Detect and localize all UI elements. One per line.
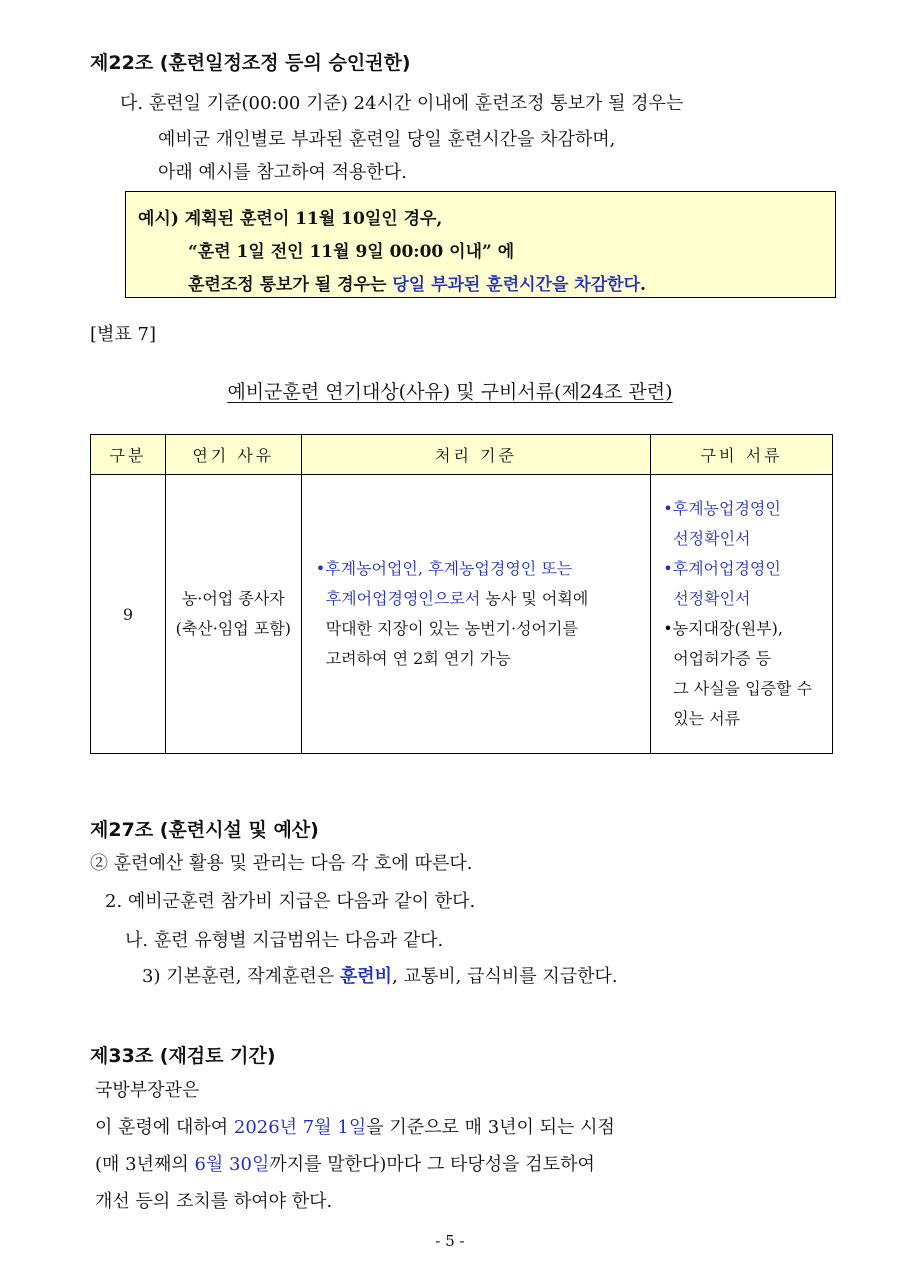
cell-reason	[165, 475, 301, 754]
article-22-line-2: 예비군 개인별로 부과된 훈련일 당일 훈련시간을 차감하며,	[158, 129, 616, 150]
docs-item-3	[663, 614, 831, 644]
bullet-icon: •	[663, 499, 673, 518]
article-27-heading: 제27조 (훈련시설 및 예산)	[90, 819, 319, 841]
article-27-line-4	[142, 962, 618, 988]
article-33-heading: 제33조 (재검토 기간)	[90, 1045, 276, 1067]
example-line-2: “훈련 1일 전인 11월 9일 00:00 이내” 에	[188, 242, 515, 262]
page-number: - 5 -	[435, 1232, 465, 1250]
example-line-3-end: .	[640, 275, 646, 295]
header-criteria: 처리 기준	[301, 435, 650, 475]
criteria-line-1	[316, 554, 649, 584]
article-33-line-3-b: 까지를 말한다)마다 그 타당성을 검토하여	[269, 1154, 595, 1175]
article-27-line-4-end: , 교통비, 급식비를 지급한다.	[392, 966, 618, 987]
cell-documents	[651, 475, 833, 754]
article-33-date-1: 2026년 7월 1일	[233, 1117, 367, 1138]
criteria-line-3: 막대한 지장이 있는 농번기·성어기를	[325, 619, 578, 638]
article-27-line-3: 나. 훈련 유형별 지급범위는 다음과 같다.	[125, 930, 444, 951]
bullet-icon: •	[663, 619, 673, 638]
criteria-emphasis-1: 후계농어업인, 후계농업경영인 또는	[325, 559, 573, 578]
annex-label: [별표 7]	[90, 324, 156, 345]
criteria-plain-2: 농사 및 어획에	[480, 589, 589, 608]
docs-item-3-line-4: 있는 서류	[673, 709, 741, 728]
docs-item-3-line-3: 그 사실을 입증할 수	[673, 679, 813, 698]
article-33-line-1: 국방부장관은	[95, 1080, 200, 1101]
example-line-3-emphasis: 당일 부과된 훈련시간을 차감한다	[392, 275, 640, 295]
table-row	[91, 475, 833, 754]
reason-line-1: 농·어업 종사자	[181, 589, 285, 608]
docs-item-3-line-2: 어업허가증 등	[673, 649, 772, 668]
example-line-3-plain: 훈련조정 통보가 될 경우는	[188, 275, 393, 295]
example-line-3	[188, 270, 646, 295]
bullet-icon: •	[315, 559, 326, 578]
criteria-line-4: 고려하여 연 2회 연기 가능	[325, 649, 511, 668]
reason-line-2: (축산·임업 포함)	[175, 619, 292, 638]
article-27-emphasis: 훈련비	[339, 966, 393, 987]
article-22-line-1: 다. 훈련일 기준(00:00 기준) 24시간 이내에 훈련조정 통보가 될 경우는	[120, 93, 684, 114]
article-33-line-3-a: (매 3년째의	[95, 1154, 195, 1175]
docs-item-1-title: 후계농업경영인	[672, 499, 781, 518]
docs-item-2-sub: 선정확인서	[673, 589, 751, 608]
article-27-line-1: ② 훈련예산 활용 및 관리는 다음 각 호에 따른다.	[90, 853, 473, 874]
article-33-date-2: 6월 30일	[194, 1154, 270, 1175]
article-33-line-2-a: 이 훈령에 대하여	[95, 1117, 234, 1138]
article-27-line-4-plain: 3) 기본훈련, 작계훈련은	[142, 966, 340, 987]
article-33-line-2-b: 을 기준으로 매 3년이 되는 시점	[366, 1117, 615, 1138]
docs-item-1	[663, 494, 831, 524]
article-22-line-3: 아래 예시를 참고하여 적용한다.	[158, 162, 407, 183]
cell-number: 9	[91, 475, 166, 754]
docs-item-3-title: 농지대장(원부),	[672, 619, 783, 638]
article-33-line-4: 개선 등의 조치를 하여야 한다.	[95, 1191, 333, 1212]
bullet-icon: •	[663, 559, 673, 578]
header-documents: 구비 서류	[651, 435, 833, 475]
example-box	[125, 191, 836, 298]
article-33-line-2	[95, 1113, 615, 1139]
article-22-heading: 제22조 (훈련일정조정 등의 승인권한)	[90, 52, 411, 74]
docs-item-2-title: 후계어업경영인	[672, 559, 781, 578]
header-reason: 연기 사유	[165, 435, 301, 475]
docs-item-1-sub: 선정확인서	[673, 529, 751, 548]
example-line-1: 예시) 계획된 훈련이 11월 10일인 경우,	[138, 209, 443, 229]
criteria-emphasis-2: 후계어업경영인으로서	[325, 589, 481, 608]
cell-criteria	[301, 475, 650, 754]
docs-item-2	[663, 554, 831, 584]
article-27-line-2: 2. 예비군훈련 참가비 지급은 다음과 같이 한다.	[105, 891, 476, 912]
article-33-line-3	[95, 1150, 595, 1176]
annex-title: 예비군훈련 연기대상(사유) 및 구비서류(제24조 관련)	[227, 381, 673, 403]
criteria-line-2	[316, 584, 649, 614]
postponement-table	[90, 434, 833, 754]
header-category: 구분	[91, 435, 166, 475]
table-header-row	[91, 435, 833, 475]
